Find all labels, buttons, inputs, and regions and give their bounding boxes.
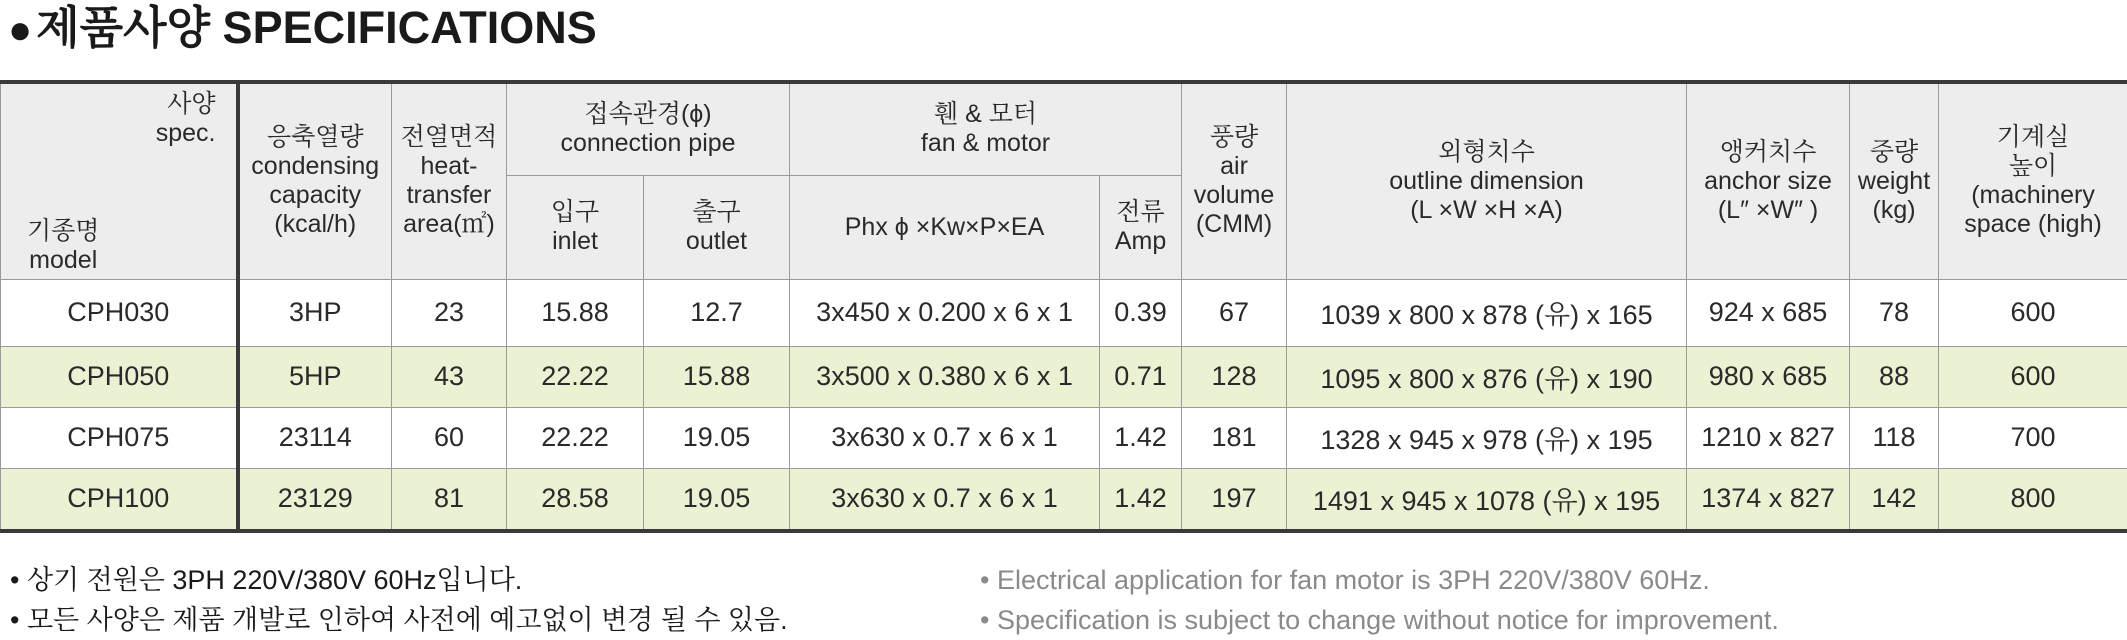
- header-inlet-en: inlet: [507, 227, 643, 256]
- cell-inlet: 28.58: [507, 468, 644, 531]
- header-fan-ko: 휀 & 모터: [790, 100, 1181, 129]
- header-inlet-ko: 입구: [507, 198, 643, 227]
- header-inlet: [507, 175, 644, 279]
- cell-outlet: 19.05: [644, 468, 790, 531]
- cell-weight: 118: [1850, 407, 1939, 468]
- header-anchor-ko: 앵커치수: [1687, 138, 1849, 167]
- header-amp-ko: 전류: [1100, 198, 1181, 227]
- header-air: [1182, 82, 1287, 279]
- header-pipe-en: connection pipe: [507, 129, 789, 158]
- cell-anchor: 1210 x 827: [1687, 407, 1850, 468]
- notes-english: [980, 560, 1779, 640]
- table-row: [1, 279, 2127, 346]
- header-area-en1: heat-: [392, 152, 506, 181]
- header-phx: Phx ϕ ×Kw×P×EA: [790, 175, 1100, 279]
- header-fan-en: fan & motor: [790, 129, 1181, 158]
- header-air-en1: air: [1182, 152, 1286, 181]
- header-space-ko1: 기계실: [1939, 123, 2127, 152]
- cell-outlet: 19.05: [644, 407, 790, 468]
- header-capacity: [238, 82, 392, 279]
- cell-inlet: 15.88: [507, 279, 644, 346]
- cell-fan: 3x450 x 0.200 x 6 x 1: [790, 279, 1100, 346]
- cell-capacity: 23114: [238, 407, 392, 468]
- cell-air: 181: [1182, 407, 1287, 468]
- cell-model: CPH030: [1, 279, 238, 346]
- note-change-en: • Specification is subject to change without notice for improvement.: [980, 600, 1779, 640]
- cell-model: CPH050: [1, 346, 238, 407]
- table-row: [1, 468, 2127, 531]
- header-capacity-en1: condensing: [240, 152, 392, 181]
- cell-model: CPH100: [1, 468, 238, 531]
- header-air-ko: 풍량: [1182, 123, 1286, 152]
- header-outline-en: outline dimension: [1287, 167, 1686, 196]
- cell-outline: 1491 x 945 x 1078 (유) x 195: [1287, 468, 1687, 531]
- cell-space: 600: [1939, 346, 2127, 407]
- header-outlet-ko: 출구: [644, 198, 789, 227]
- header-anchor: [1687, 82, 1850, 279]
- header-weight-unit: (kg): [1850, 196, 1938, 225]
- note-power-ko: • 상기 전원은 3PH 220V/380V 60Hz입니다.: [10, 560, 788, 600]
- header-pipe: [507, 82, 790, 175]
- header-weight-ko: 중량: [1850, 138, 1938, 167]
- header-area-en2: transfer: [392, 181, 506, 210]
- bullet-icon: ●: [8, 8, 32, 52]
- table-row: [1, 346, 2127, 407]
- cell-anchor: 924 x 685: [1687, 279, 1850, 346]
- header-spec-en: spec.: [156, 119, 216, 148]
- cell-area: 23: [392, 279, 507, 346]
- header-outlet: [644, 175, 790, 279]
- cell-fan: 3x500 x 0.380 x 6 x 1: [790, 346, 1100, 407]
- cell-weight: 78: [1850, 279, 1939, 346]
- header-model-ko: 기종명: [27, 217, 99, 246]
- cell-outlet: 15.88: [644, 346, 790, 407]
- cell-air: 67: [1182, 279, 1287, 346]
- cell-space: 700: [1939, 407, 2127, 468]
- header-weight: [1850, 82, 1939, 279]
- cell-air: 197: [1182, 468, 1287, 531]
- header-area: [392, 82, 507, 279]
- cell-area: 43: [392, 346, 507, 407]
- cell-amp: 1.42: [1100, 468, 1182, 531]
- cell-inlet: 22.22: [507, 346, 644, 407]
- spec-table: [0, 80, 2127, 533]
- cell-outline: 1039 x 800 x 878 (유) x 165: [1287, 279, 1687, 346]
- cell-inlet: 22.22: [507, 407, 644, 468]
- cell-air: 128: [1182, 346, 1287, 407]
- cell-capacity: 5HP: [238, 346, 392, 407]
- page-title-text: 제품사양 SPECIFICATIONS: [36, 2, 597, 53]
- header-model-spec: [1, 82, 238, 279]
- cell-anchor: 980 x 685: [1687, 346, 1850, 407]
- cell-weight: 88: [1850, 346, 1939, 407]
- note-power-en: • Electrical application for fan motor is 3PH 220V/380V 60Hz.: [980, 560, 1779, 600]
- page-title: [8, 0, 597, 56]
- cell-weight: 142: [1850, 468, 1939, 531]
- header-outline-unit: (L ×W ×H ×A): [1287, 196, 1686, 225]
- header-spec-ko: 사양: [156, 90, 216, 119]
- cell-amp: 1.42: [1100, 407, 1182, 468]
- cell-anchor: 1374 x 827: [1687, 468, 1850, 531]
- header-capacity-en2: capacity: [240, 181, 392, 210]
- cell-model: CPH075: [1, 407, 238, 468]
- header-pipe-ko: 접속관경(ϕ): [507, 100, 789, 129]
- cell-outline: 1328 x 945 x 978 (유) x 195: [1287, 407, 1687, 468]
- cell-fan: 3x630 x 0.7 x 6 x 1: [790, 468, 1100, 531]
- header-fan: [790, 82, 1182, 175]
- table-row: [1, 407, 2127, 468]
- header-model-en: model: [27, 246, 99, 275]
- note-change-ko: • 모든 사양은 제품 개발로 인하여 사전에 예고없이 변경 될 수 있음.: [10, 600, 788, 640]
- cell-amp: 0.71: [1100, 346, 1182, 407]
- header-area-unit: area(㎡): [392, 210, 506, 239]
- header-outlet-en: outlet: [644, 227, 789, 256]
- header-area-ko: 전열면적: [392, 123, 506, 152]
- header-outline: [1287, 82, 1687, 279]
- header-anchor-en: anchor size: [1687, 167, 1849, 196]
- header-amp: [1100, 175, 1182, 279]
- header-air-en2: volume: [1182, 181, 1286, 210]
- header-space-ko2: 높이: [1939, 152, 2127, 181]
- header-capacity-ko: 응축열량: [240, 123, 392, 152]
- header-space-en1: (machinery: [1939, 181, 2127, 210]
- header-outline-ko: 외형치수: [1287, 138, 1686, 167]
- header-air-unit: (CMM): [1182, 210, 1286, 239]
- cell-amp: 0.39: [1100, 279, 1182, 346]
- cell-capacity: 3HP: [238, 279, 392, 346]
- cell-outlet: 12.7: [644, 279, 790, 346]
- cell-space: 800: [1939, 468, 2127, 531]
- cell-area: 60: [392, 407, 507, 468]
- cell-space: 600: [1939, 279, 2127, 346]
- cell-fan: 3x630 x 0.7 x 6 x 1: [790, 407, 1100, 468]
- header-space-en2: space (high): [1939, 210, 2127, 239]
- header-anchor-unit: (L″ ×W″ ): [1687, 196, 1849, 225]
- cell-area: 81: [392, 468, 507, 531]
- header-space: [1939, 82, 2127, 279]
- cell-capacity: 23129: [238, 468, 392, 531]
- header-amp-en: Amp: [1100, 227, 1181, 256]
- notes-korean: [10, 560, 788, 640]
- header-weight-en: weight: [1850, 167, 1938, 196]
- cell-outline: 1095 x 800 x 876 (유) x 190: [1287, 346, 1687, 407]
- header-capacity-unit: (kcal/h): [240, 210, 392, 239]
